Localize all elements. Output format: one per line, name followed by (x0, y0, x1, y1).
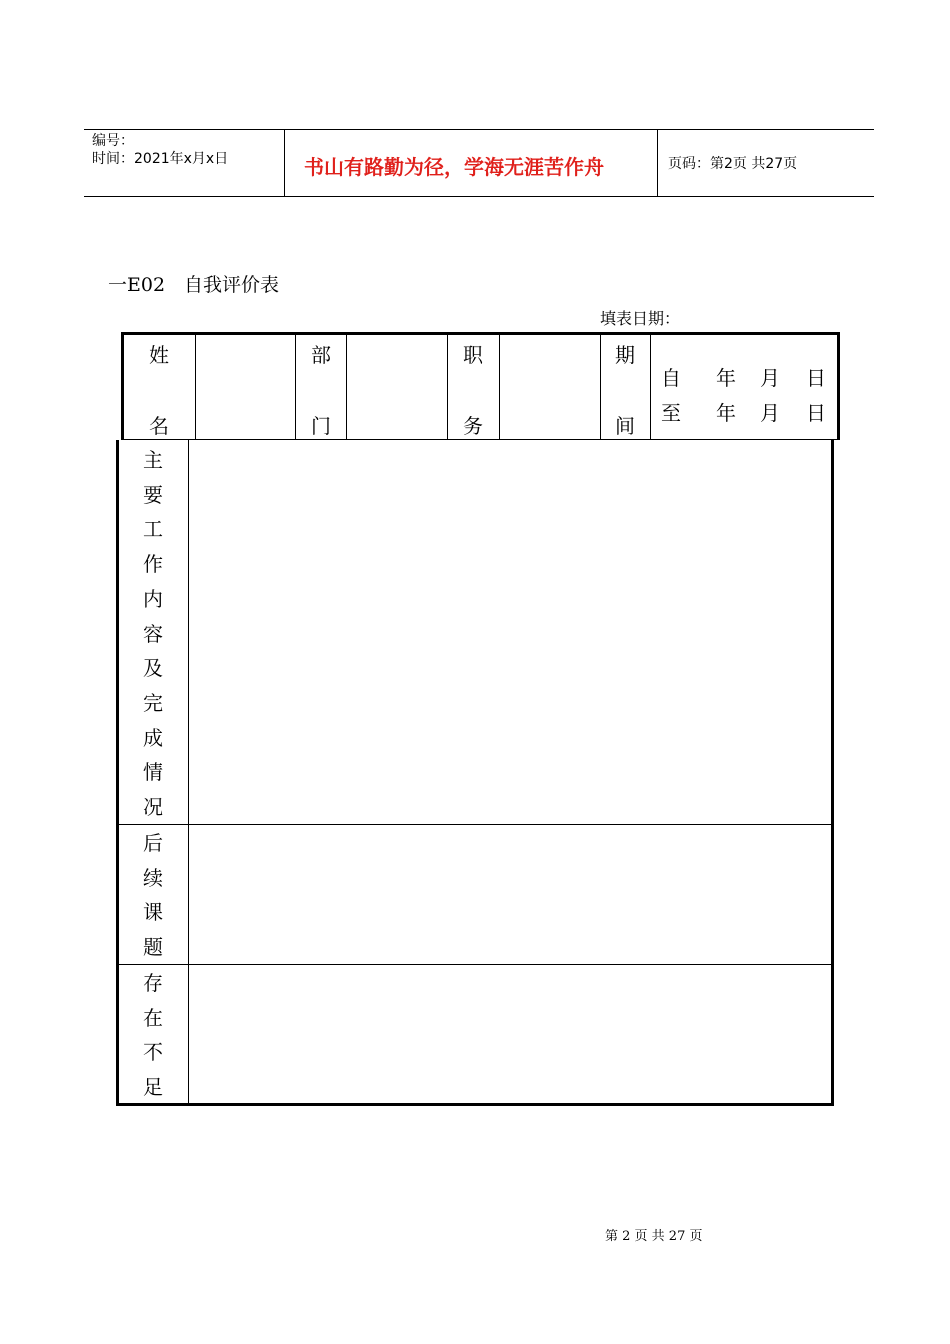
period-from-prefix: 自 (661, 366, 681, 390)
body-left-border (116, 440, 119, 1106)
name-label-top: 姓 (149, 343, 169, 367)
cell-divider (650, 334, 651, 440)
shortcomings-label: 存在不足 (143, 971, 163, 1100)
period-to-day: 日 (806, 401, 826, 425)
row1-bottom-border (121, 439, 840, 440)
main-work-label: 主要工作内容及完成情况 (143, 448, 163, 820)
page-footer: 第 2 页 共 27 页 (605, 1229, 703, 1244)
position-field[interactable] (501, 336, 599, 438)
cell-divider (195, 334, 196, 440)
row1-right-border (837, 332, 840, 440)
header-divider (657, 129, 658, 197)
period-to-prefix: 至 (661, 401, 681, 425)
header-slogan: 书山有路勤为径，学海无涯苦作舟 (304, 155, 604, 179)
label-column-divider (188, 440, 189, 1104)
serial-label: 编号： (92, 133, 134, 149)
cell-divider (499, 334, 500, 440)
section-divider (118, 964, 832, 965)
followup-label: 后续课题 (143, 831, 163, 960)
body-right-border (831, 440, 834, 1106)
dept-label-top: 部 (311, 343, 331, 367)
period-to-month: 月 (760, 401, 780, 425)
cell-divider (346, 334, 347, 440)
period-from-month: 月 (760, 366, 780, 390)
header-divider (284, 129, 285, 197)
dept-label-bottom: 门 (311, 414, 331, 438)
position-label-bottom: 务 (463, 414, 483, 438)
period-from-day: 日 (806, 366, 826, 390)
position-label-top: 职 (463, 343, 483, 367)
main-work-field[interactable] (190, 442, 830, 823)
cell-divider (295, 334, 296, 440)
shortcomings-field[interactable] (190, 966, 830, 1102)
period-label-bottom: 间 (615, 414, 635, 438)
row1-left-border (121, 332, 124, 440)
header-bottom-rule (84, 196, 874, 197)
followup-field[interactable] (190, 826, 830, 963)
row1-top-border (121, 332, 840, 335)
page-info: 页码：第2页 共27页 (668, 156, 798, 172)
dept-field[interactable] (348, 336, 446, 438)
period-label-top: 期 (615, 343, 635, 367)
body-bottom-border (116, 1103, 834, 1106)
time-label: 时间：2021年x月x日 (92, 151, 229, 167)
form-title: 一E02 自我评价表 (108, 274, 280, 296)
cell-divider (600, 334, 601, 440)
period-from-year: 年 (716, 366, 736, 390)
fill-date-label: 填表日期： (600, 309, 681, 328)
cell-divider (447, 334, 448, 440)
header-top-rule (84, 129, 874, 130)
name-label-bottom: 名 (149, 414, 169, 438)
period-to-year: 年 (716, 401, 736, 425)
name-field[interactable] (197, 336, 294, 438)
section-divider (118, 824, 832, 825)
